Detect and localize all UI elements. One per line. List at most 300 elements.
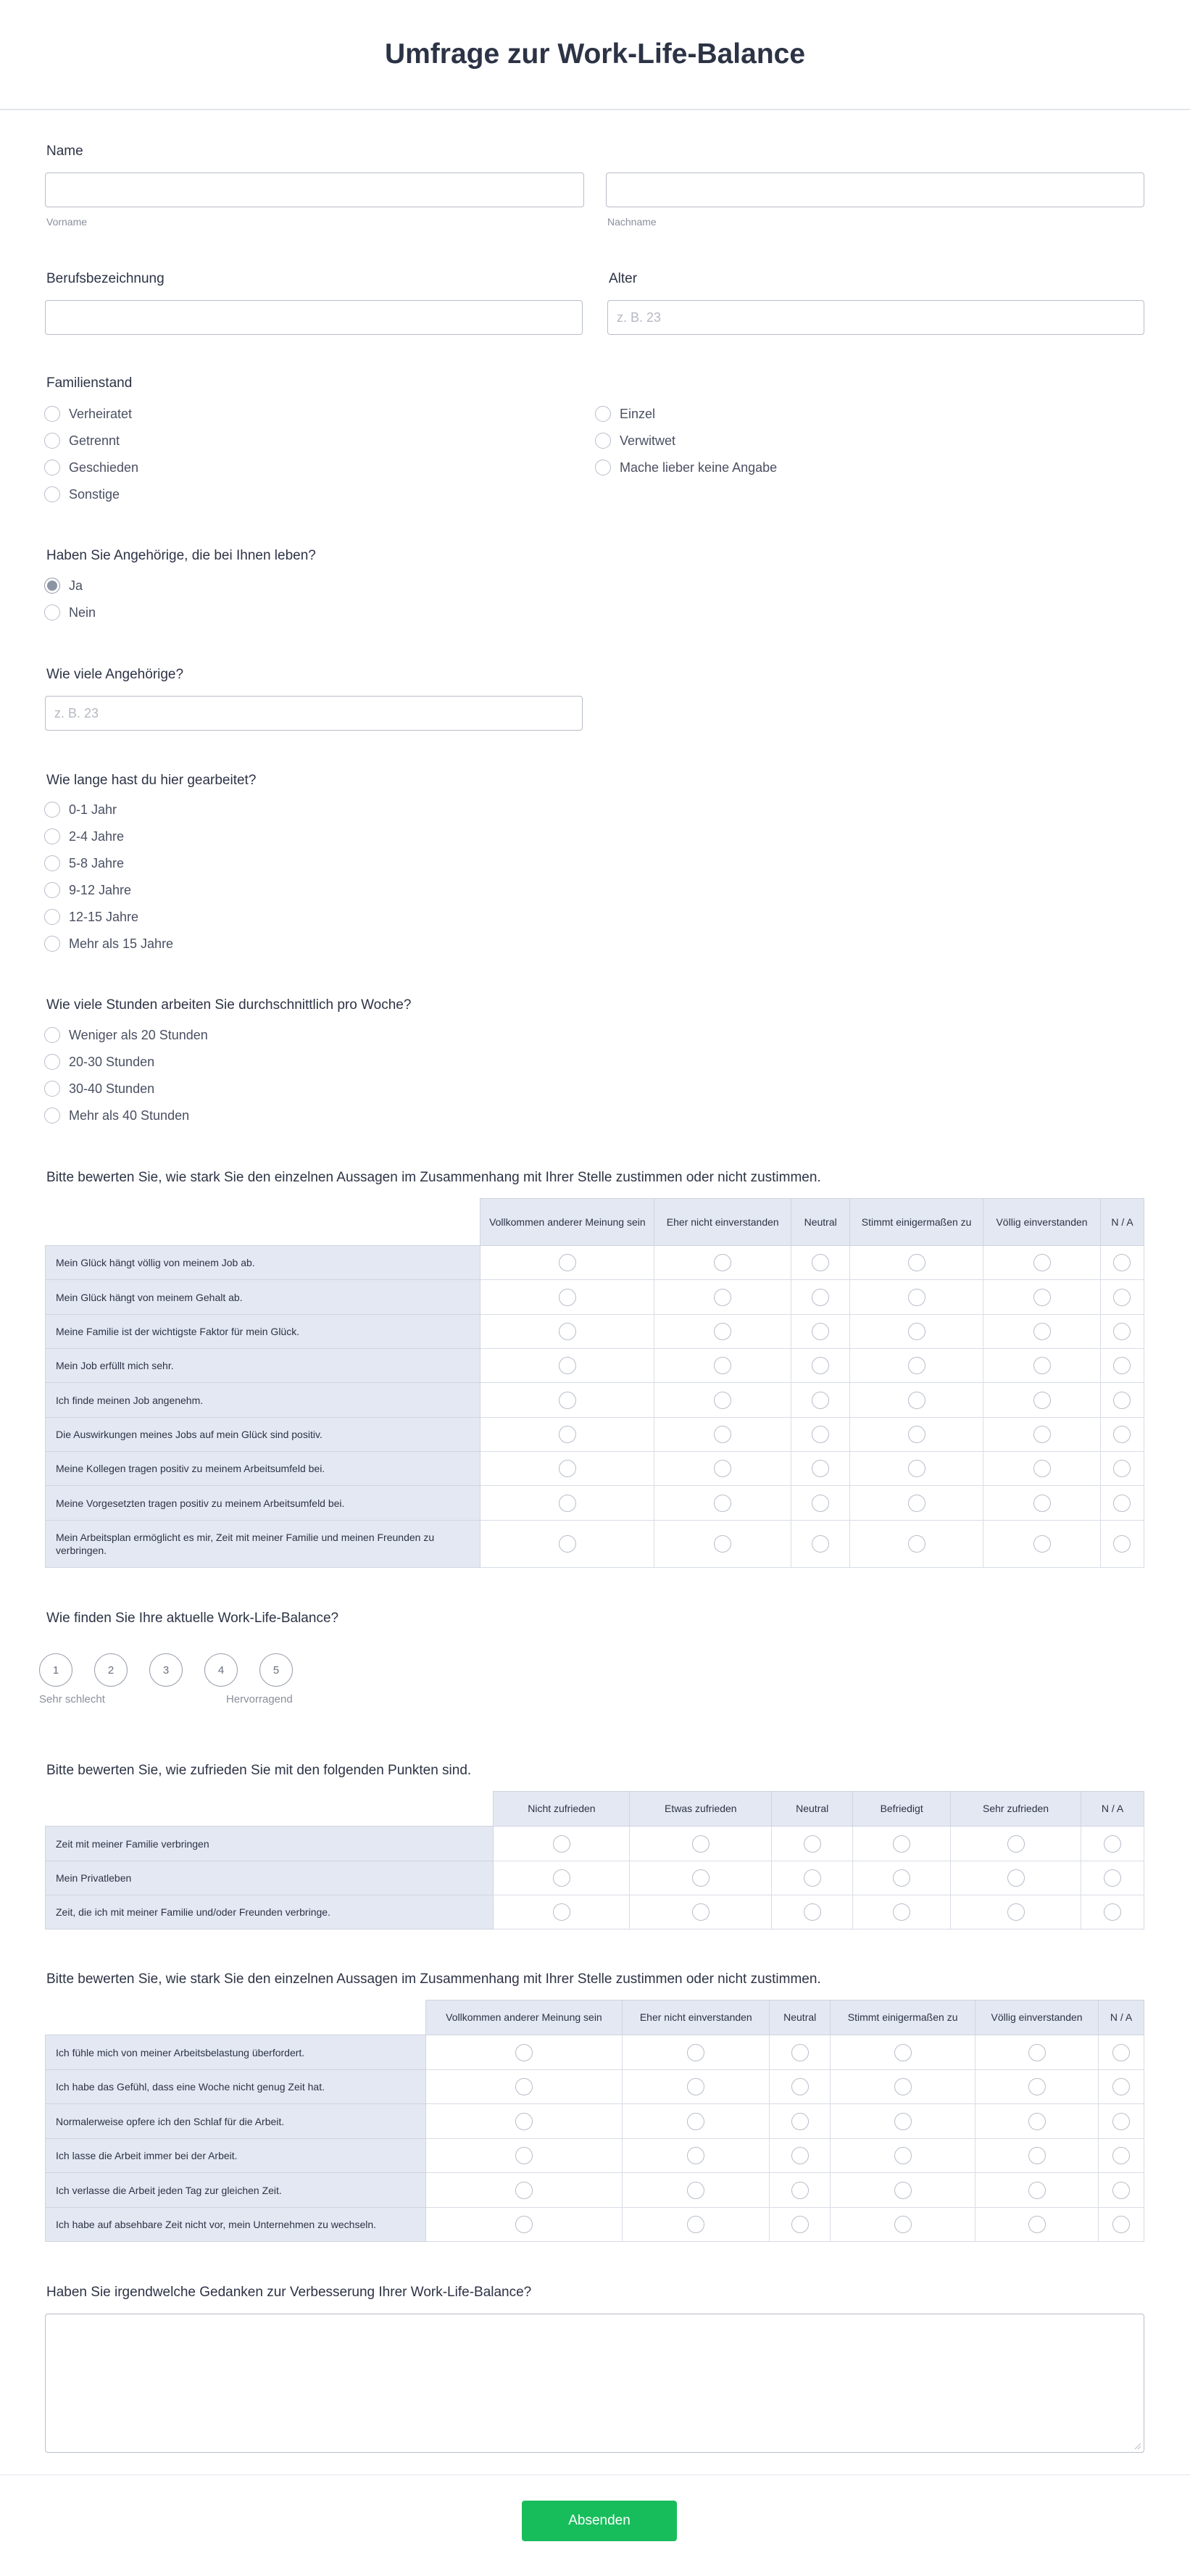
matrix-radio[interactable] [1113,1254,1131,1271]
matrix-radio[interactable] [714,1254,731,1271]
matrix-cell[interactable] [654,1280,791,1315]
matrix-cell[interactable] [480,1280,654,1315]
matrix-radio[interactable] [812,1289,829,1306]
radio-circle[interactable] [44,433,60,449]
matrix-radio[interactable] [1033,1426,1051,1443]
matrix-radio[interactable] [687,2078,704,2095]
submit-button[interactable]: Absenden [522,2501,677,2541]
matrix-radio[interactable] [559,1323,576,1340]
matrix-cell[interactable] [623,2104,770,2139]
matrix-cell[interactable] [791,1383,850,1418]
matrix-cell[interactable] [770,2139,831,2173]
matrix-cell[interactable] [654,1349,791,1383]
matrix-cell[interactable] [480,1315,654,1349]
matrix-cell[interactable] [983,1280,1101,1315]
matrix-radio[interactable] [1112,2113,1130,2130]
matrix-cell[interactable] [494,1895,630,1929]
matrix-cell[interactable] [770,2208,831,2242]
matrix-radio[interactable] [714,1323,731,1340]
matrix-radio[interactable] [791,2216,809,2233]
matrix-cell[interactable] [654,1452,791,1486]
matrix-radio[interactable] [1007,1903,1025,1921]
matrix-radio[interactable] [1112,2216,1130,2233]
matrix-cell[interactable] [772,1861,853,1895]
matrix-cell[interactable] [623,2173,770,2208]
matrix-radio[interactable] [894,2216,912,2233]
matrix-radio[interactable] [714,1357,731,1374]
matrix-cell[interactable] [654,1521,791,1568]
matrix-radio[interactable] [804,1869,821,1887]
radio-circle[interactable] [44,460,60,475]
matrix-row-label: Die Auswirkungen meines Jobs auf mein Glück sind positiv. [46,1418,480,1452]
matrix-radio[interactable] [687,2113,704,2130]
matrix-radio[interactable] [812,1426,829,1443]
matrix-radio[interactable] [804,1835,821,1853]
dependents-option-yes[interactable] [44,578,83,594]
matrix-cell[interactable] [1100,1383,1144,1418]
tenure-option[interactable] [44,855,124,871]
matrix-cell[interactable] [1099,2035,1144,2070]
radio-circle[interactable] [44,882,60,898]
matrix-cell[interactable] [480,1246,654,1280]
radio-circle[interactable] [44,909,60,925]
matrix-radio[interactable] [894,2078,912,2095]
radio-circle[interactable] [44,1027,60,1043]
matrix-radio[interactable] [908,1254,925,1271]
matrix-cell[interactable] [791,1315,850,1349]
matrix-cell[interactable] [983,1383,1101,1418]
matrix-radio[interactable] [1113,1289,1131,1306]
matrix-row [46,1486,1144,1521]
matrix-cell[interactable] [975,2173,1099,2208]
matrix-cell[interactable] [791,1349,850,1383]
matrix-cell[interactable] [951,1827,1081,1861]
rating-low-label: Sehr schlecht [39,1693,105,1705]
matrix-radio[interactable] [908,1535,925,1553]
matrix-cell[interactable] [630,1895,772,1929]
matrix-column-header: Völlig einverstanden [975,2000,1099,2035]
thoughts-textarea[interactable] [45,2314,1144,2453]
option-label: 12-15 Jahre [69,909,139,924]
matrix-radio[interactable] [515,2113,533,2130]
matrix-radio[interactable] [791,2044,809,2061]
matrix-cell[interactable] [975,2208,1099,2242]
matrix-radio[interactable] [791,2182,809,2199]
matrix-row [46,2035,1144,2070]
matrix-row-label: Normalerweise opfere ich den Schlaf für die Arbeit. [46,2104,426,2139]
matrix-cell[interactable] [425,2139,623,2173]
matrix-radio[interactable] [1028,2078,1046,2095]
matrix-cell[interactable] [654,1418,791,1452]
rating-option[interactable]: 1 [39,1653,72,1687]
matrix-radio[interactable] [714,1289,731,1306]
matrix-radio[interactable] [559,1426,576,1443]
matrix-cell[interactable] [1100,1521,1144,1568]
matrix-cell[interactable] [791,1486,850,1521]
matrix-radio[interactable] [908,1357,925,1374]
rating-option[interactable]: 5 [259,1653,293,1687]
matrix-radio[interactable] [1113,1323,1131,1340]
matrix-radio[interactable] [714,1495,731,1512]
hours-option[interactable] [44,1027,208,1043]
matrix-row [46,1895,1144,1929]
matrix-cell[interactable] [791,1418,850,1452]
matrix-cell[interactable] [850,1349,983,1383]
dependents-count-input[interactable] [45,696,583,731]
matrix-cell[interactable] [425,2035,623,2070]
matrix-radio[interactable] [791,2078,809,2095]
matrix-cell[interactable] [480,1349,654,1383]
matrix-cell[interactable] [983,1521,1101,1568]
matrix-radio[interactable] [1104,1835,1121,1853]
matrix-cell[interactable] [770,2035,831,2070]
matrix-cell[interactable] [983,1349,1101,1383]
matrix-radio[interactable] [515,2044,533,2061]
matrix-cell[interactable] [791,1246,850,1280]
radio-circle[interactable] [44,578,60,594]
job-title-input[interactable] [45,300,583,335]
matrix-radio[interactable] [559,1535,576,1553]
matrix3-label: Bitte bewerten Sie, wie stark Sie den einzelnen Aussagen im Zusammenhang mit Ihrer Stelle zustimmen oder nicht zustimmen. [46,1972,821,1987]
matrix-column-header: Befriedigt [853,1792,951,1827]
matrix-radio[interactable] [1112,2044,1130,2061]
matrix-cell[interactable] [983,1246,1101,1280]
matrix-radio[interactable] [1007,1835,1025,1853]
matrix-radio[interactable] [1112,2147,1130,2164]
radio-circle[interactable] [44,936,60,952]
matrix-cell[interactable] [1100,1349,1144,1383]
matrix-radio[interactable] [692,1869,710,1887]
matrix-radio[interactable] [812,1323,829,1340]
matrix-radio[interactable] [1113,1495,1131,1512]
tenure-option[interactable] [44,882,131,898]
matrix-radio[interactable] [1113,1392,1131,1409]
matrix-radio[interactable] [1028,2182,1046,2199]
matrix-radio[interactable] [687,2216,704,2233]
thoughts-label: Haben Sie irgendwelche Gedanken zur Verbesserung Ihrer Work-Life-Balance? [46,2285,532,2300]
matrix-cell[interactable] [425,2070,623,2104]
matrix-cell[interactable] [853,1895,951,1929]
matrix-cell[interactable] [1099,2173,1144,2208]
matrix-row-label: Mein Privatleben [46,1861,494,1895]
matrix-radio[interactable] [1028,2147,1046,2164]
matrix-radio[interactable] [791,2147,809,2164]
matrix-cell[interactable] [630,1861,772,1895]
matrix-cell[interactable] [850,1383,983,1418]
matrix-cell[interactable] [850,1246,983,1280]
matrix-cell[interactable] [791,1280,850,1315]
hours-option[interactable] [44,1108,189,1123]
matrix-cell[interactable] [831,2173,975,2208]
matrix-cell[interactable] [853,1827,951,1861]
matrix-radio[interactable] [893,1869,910,1887]
matrix-radio[interactable] [804,1903,821,1921]
radio-circle[interactable] [44,1081,60,1097]
matrix-radio[interactable] [714,1460,731,1477]
matrix-radio[interactable] [692,1903,710,1921]
matrix-radio[interactable] [1033,1495,1051,1512]
matrix-row-label: Ich habe das Gefühl, dass eine Woche nicht genug Zeit hat. [46,2070,426,2104]
matrix-cell[interactable] [850,1280,983,1315]
matrix-cell[interactable] [1099,2070,1144,2104]
matrix-radio[interactable] [1104,1869,1121,1887]
matrix-cell[interactable] [951,1861,1081,1895]
matrix-radio[interactable] [812,1460,829,1477]
matrix-radio[interactable] [515,2147,533,2164]
matrix-radio[interactable] [893,1835,910,1853]
matrix-cell[interactable] [1081,1895,1144,1929]
matrix-radio[interactable] [559,1254,576,1271]
radio-circle[interactable] [595,406,611,422]
resize-grip-icon[interactable] [1134,2443,1141,2450]
matrix-radio[interactable] [1033,1289,1051,1306]
dependents-option-no[interactable] [44,604,96,620]
matrix-radio[interactable] [812,1254,829,1271]
matrix-radio[interactable] [1113,1426,1131,1443]
marital-option[interactable] [44,486,120,502]
matrix-cell[interactable] [983,1315,1101,1349]
matrix-cell[interactable] [983,1452,1101,1486]
matrix-radio[interactable] [559,1392,576,1409]
matrix-radio[interactable] [812,1357,829,1374]
matrix-radio[interactable] [553,1835,570,1853]
option-label: Geschieden [69,460,139,475]
matrix-radio[interactable] [908,1426,925,1443]
matrix-cell[interactable] [494,1827,630,1861]
matrix-cell[interactable] [623,2035,770,2070]
matrix-radio[interactable] [1028,2044,1046,2061]
matrix-cell[interactable] [791,1452,850,1486]
matrix-cell[interactable] [983,1418,1101,1452]
matrix-cell[interactable] [630,1827,772,1861]
matrix-radio[interactable] [553,1869,570,1887]
matrix-cell[interactable] [831,2139,975,2173]
matrix-radio[interactable] [812,1535,829,1553]
hours-option[interactable] [44,1054,154,1070]
matrix-row-label: Mein Glück hängt völlig von meinem Job ab. [46,1246,480,1280]
matrix-radio[interactable] [559,1357,576,1374]
matrix-radio[interactable] [1112,2078,1130,2095]
matrix-cell[interactable] [772,1827,853,1861]
matrix-radio[interactable] [894,2182,912,2199]
matrix-cell[interactable] [951,1895,1081,1929]
matrix-cell[interactable] [853,1861,951,1895]
marital-option[interactable] [44,406,132,422]
matrix-radio[interactable] [1104,1903,1121,1921]
matrix-row-label: Ich finde meinen Job angenehm. [46,1383,480,1418]
dependents-count-placeholder: z. B. 23 [54,705,99,720]
matrix-cell[interactable] [654,1486,791,1521]
matrix-radio[interactable] [894,2044,912,2061]
matrix-cell[interactable] [654,1383,791,1418]
matrix-cell[interactable] [772,1895,853,1929]
hours-option[interactable] [44,1081,154,1097]
rating-option[interactable]: 4 [204,1653,238,1687]
matrix-radio[interactable] [1033,1254,1051,1271]
matrix-cell[interactable] [850,1521,983,1568]
matrix-radio[interactable] [1033,1535,1051,1553]
marital-option[interactable] [44,433,120,449]
matrix-radio[interactable] [908,1323,925,1340]
matrix-cell[interactable] [975,2104,1099,2139]
matrix-radio[interactable] [1033,1323,1051,1340]
matrix-radio[interactable] [515,2216,533,2233]
matrix-cell[interactable] [770,2104,831,2139]
matrix-cell[interactable] [654,1315,791,1349]
radio-circle[interactable] [44,855,60,871]
radio-circle[interactable] [44,802,60,818]
matrix-cell[interactable] [480,1418,654,1452]
matrix-cell[interactable] [480,1521,654,1568]
matrix-cell[interactable] [791,1521,850,1568]
matrix-radio[interactable] [559,1460,576,1477]
matrix-radio[interactable] [894,2147,912,2164]
matrix-cell[interactable] [831,2208,975,2242]
marital-option[interactable] [595,433,675,449]
matrix-radio[interactable] [714,1426,731,1443]
matrix-row [46,2208,1144,2242]
matrix-cell[interactable] [975,2139,1099,2173]
matrix-cell[interactable] [1099,2208,1144,2242]
matrix-cell[interactable] [480,1452,654,1486]
matrix-cell[interactable] [770,2173,831,2208]
matrix-radio[interactable] [714,1392,731,1409]
matrix-column-header: N / A [1099,2000,1144,2035]
matrix-radio[interactable] [1007,1869,1025,1887]
matrix-cell[interactable] [480,1486,654,1521]
option-label: Mehr als 40 Stunden [69,1108,190,1123]
marital-option[interactable] [595,406,655,422]
rating-option[interactable]: 3 [149,1653,183,1687]
radio-circle[interactable] [44,1054,60,1070]
matrix-radio[interactable] [1113,1535,1131,1553]
matrix-cell[interactable] [623,2070,770,2104]
job-title-label: Berufsbezeichnung [46,271,165,286]
tenure-option[interactable] [44,802,117,818]
rating-option[interactable]: 2 [94,1653,128,1687]
matrix-radio[interactable] [908,1460,925,1477]
matrix-radio[interactable] [908,1495,925,1512]
matrix-cell[interactable] [1100,1486,1144,1521]
matrix-cell[interactable] [425,2104,623,2139]
matrix-cell[interactable] [850,1418,983,1452]
matrix-radio[interactable] [1028,2113,1046,2130]
matrix-radio[interactable] [687,2044,704,2061]
matrix-cell[interactable] [983,1486,1101,1521]
matrix-radio[interactable] [908,1392,925,1409]
matrix-cell[interactable] [494,1861,630,1895]
matrix-radio[interactable] [1028,2216,1046,2233]
age-input[interactable] [607,300,1144,335]
tenure-option[interactable] [44,828,124,844]
matrix-cell[interactable] [623,2208,770,2242]
matrix-cell[interactable] [850,1486,983,1521]
matrix-cell[interactable] [850,1315,983,1349]
matrix-radio[interactable] [812,1495,829,1512]
matrix-cell[interactable] [770,2070,831,2104]
matrix-cell[interactable] [831,2070,975,2104]
matrix-cell[interactable] [425,2173,623,2208]
matrix-cell[interactable] [831,2035,975,2070]
matrix-cell[interactable] [1081,1827,1144,1861]
matrix-cell[interactable] [975,2070,1099,2104]
form-header [0,0,1190,110]
matrix-radio[interactable] [692,1835,710,1853]
matrix-radio[interactable] [894,2113,912,2130]
matrix-column-header: Völlig einverstanden [983,1199,1101,1246]
radio-circle[interactable] [595,433,611,449]
radio-circle[interactable] [44,406,60,422]
matrix-column-header: Sehr zufrieden [951,1792,1081,1827]
matrix-cell[interactable] [1081,1861,1144,1895]
option-label: Ja [69,578,83,593]
matrix-radio[interactable] [908,1289,925,1306]
matrix-cell[interactable] [623,2139,770,2173]
matrix-radio[interactable] [687,2147,704,2164]
matrix-cell[interactable] [425,2208,623,2242]
radio-circle[interactable] [44,828,60,844]
matrix-radio[interactable] [559,1289,576,1306]
matrix-radio[interactable] [1112,2182,1130,2199]
matrix-cell[interactable] [831,2104,975,2139]
radio-circle[interactable] [595,460,611,475]
matrix-radio[interactable] [559,1495,576,1512]
matrix-radio[interactable] [515,2078,533,2095]
matrix-radio[interactable] [714,1535,731,1553]
matrix-row-label: Ich fühle mich von meiner Arbeitsbelastung überfordert. [46,2035,426,2070]
matrix-radio[interactable] [1113,1460,1131,1477]
matrix-radio[interactable] [791,2113,809,2130]
dependents-count-label: Wie viele Angehörige? [46,667,184,682]
radio-circle[interactable] [44,604,60,620]
first-name-input[interactable] [45,173,584,207]
matrix-cell[interactable] [1100,1452,1144,1486]
marital-option[interactable] [44,460,138,475]
matrix-cell[interactable] [1099,2139,1144,2173]
matrix-cell[interactable] [1100,1246,1144,1280]
option-label: Getrennt [69,433,120,448]
matrix-radio[interactable] [687,2182,704,2199]
radio-circle[interactable] [44,486,60,502]
matrix-cell[interactable] [480,1383,654,1418]
matrix-radio[interactable] [515,2182,533,2199]
matrix-cell[interactable] [850,1452,983,1486]
matrix-cell[interactable] [1100,1315,1144,1349]
matrix-cell[interactable] [1100,1418,1144,1452]
marital-option[interactable] [595,460,777,475]
radio-circle[interactable] [44,1108,60,1123]
matrix-cell[interactable] [654,1246,791,1280]
matrix-cell[interactable] [975,2035,1099,2070]
option-label: Nein [69,604,96,620]
matrix-radio[interactable] [812,1392,829,1409]
matrix-cell[interactable] [1100,1280,1144,1315]
matrix-column-header: Eher nicht einverstanden [623,2000,770,2035]
matrix-radio[interactable] [1113,1357,1131,1374]
matrix-radio[interactable] [1033,1392,1051,1409]
matrix1-label: Bitte bewerten Sie, wie stark Sie den einzelnen Aussagen im Zusammenhang mit Ihrer Stelle zustimmen oder nicht zustimmen. [46,1170,821,1185]
matrix-radio[interactable] [893,1903,910,1921]
matrix-radio[interactable] [1033,1357,1051,1374]
option-label: Verheiratet [69,406,133,421]
last-name-input[interactable] [606,173,1144,207]
matrix-radio[interactable] [553,1903,570,1921]
tenure-option[interactable] [44,909,138,925]
matrix-radio[interactable] [1033,1460,1051,1477]
matrix-row [46,1280,1144,1315]
matrix-cell[interactable] [1099,2104,1144,2139]
tenure-option[interactable] [44,936,173,952]
